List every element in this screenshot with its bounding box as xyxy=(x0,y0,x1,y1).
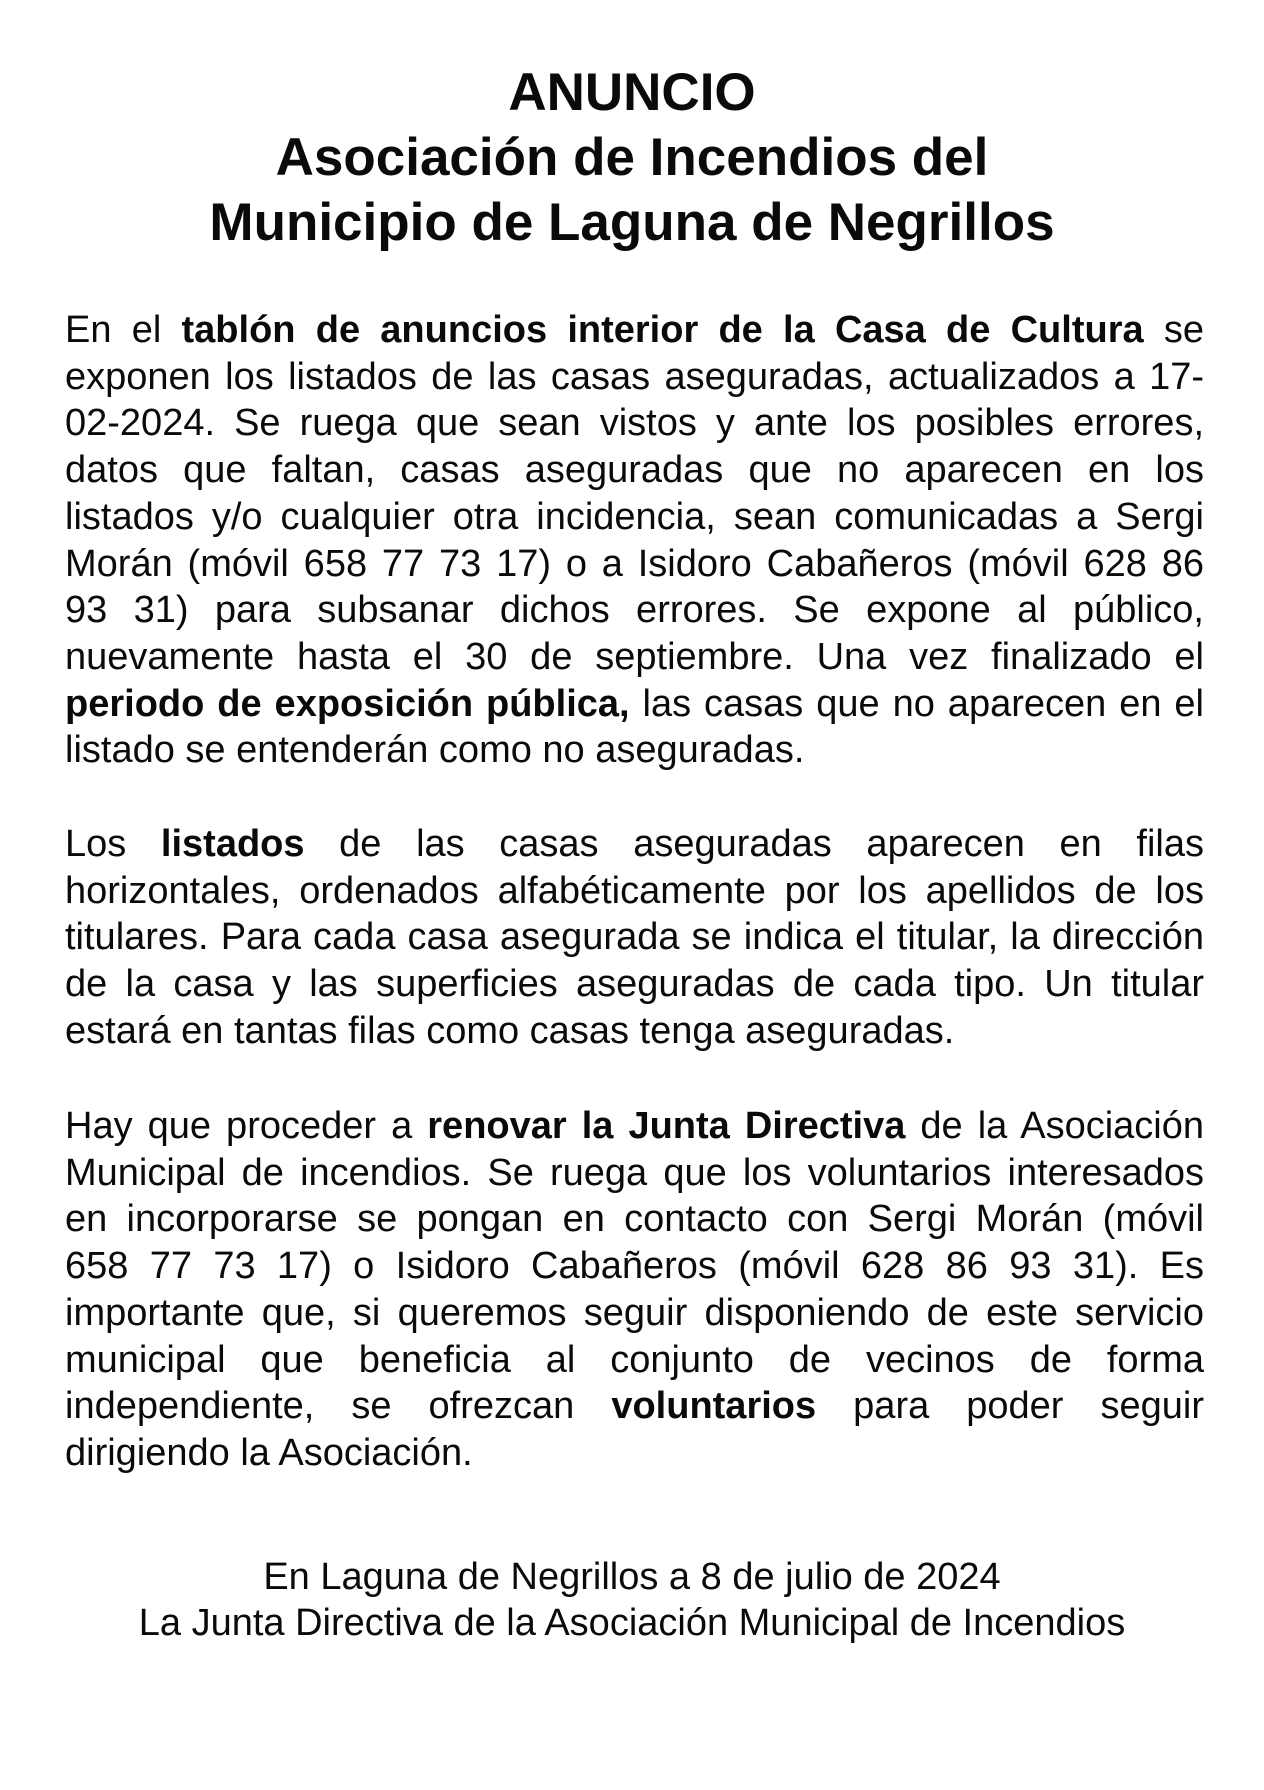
paragraph-line xyxy=(65,1290,1204,1337)
text: titulares. Para cada casa asegurada se indica el titular, la dirección xyxy=(65,916,1204,959)
text: se xyxy=(1143,309,1204,351)
paragraph-board-renewal xyxy=(65,1103,1204,1477)
paragraph-line xyxy=(65,821,1204,868)
bold-text: tablón de anuncios interior de la Casa de Cultura xyxy=(181,309,1144,351)
paragraph-line xyxy=(65,681,1204,728)
text: importante que, si queremos seguir disponiendo de este servicio xyxy=(65,1291,1204,1334)
paragraph-line xyxy=(65,1150,1204,1197)
text: independiente, se ofrezcan xyxy=(65,1385,612,1428)
text: horizontales, ordenados alfabéticamente por los apellidos de los xyxy=(65,869,1204,912)
title-municipality-line: Municipio de Laguna de Negrillos xyxy=(209,193,1055,252)
text: Hay que proceder a xyxy=(65,1105,428,1147)
text: En el xyxy=(65,309,182,351)
text: Morán (móvil 658 77 73 17) o a Isidoro Cabañeros (móvil 628 86 xyxy=(65,542,1204,585)
paragraph-line xyxy=(65,634,1204,681)
text: Los xyxy=(65,823,161,865)
paragraph-line xyxy=(65,541,1204,588)
paragraph-line xyxy=(65,1337,1204,1384)
text: en incorporarse se pongan en contacto con Sergi Morán (móvil xyxy=(65,1198,1204,1241)
text: estará en tantas filas como casas tenga aseguradas. xyxy=(65,1009,955,1052)
paragraph-line xyxy=(65,914,1204,961)
text: de la casa y las superficies aseguradas de cada tipo. Un titular xyxy=(65,963,1204,1006)
paragraph-line xyxy=(65,1383,1204,1430)
announcement-title xyxy=(0,60,1264,255)
paragraph-line xyxy=(65,961,1204,1008)
paragraph-line xyxy=(65,1243,1204,1290)
bold-text: voluntarios xyxy=(611,1385,817,1428)
paragraph-line xyxy=(65,447,1204,494)
text: dirigiendo la Asociación. xyxy=(65,1431,473,1474)
signature-signatory: La Junta Directiva de la Asociación Municipal de Incendios xyxy=(138,1602,1126,1644)
text: municipal que beneficia al conjunto de vecinos de forma xyxy=(65,1338,1204,1381)
paragraph-line xyxy=(65,587,1204,634)
paragraph-listings-description xyxy=(65,821,1204,1055)
paragraph-line xyxy=(65,1196,1204,1243)
text: las casas que no aparecen en el xyxy=(629,682,1204,725)
paragraph-line xyxy=(65,307,1204,354)
text: de las casas aseguradas aparecen en filas xyxy=(304,823,1205,865)
text: 93 31) para subsanar dichos errores. Se expone al público, xyxy=(65,589,1204,632)
paragraph-line xyxy=(65,1103,1204,1150)
title-heading: ANUNCIO xyxy=(508,63,756,122)
text: listados y/o cualquier otra incidencia, sean comunicadas a Sergi xyxy=(65,495,1204,538)
text: de la Asociación xyxy=(905,1105,1205,1147)
paragraph-line xyxy=(65,354,1204,401)
text: listado se entenderán como no aseguradas. xyxy=(65,729,805,772)
signature-place-date: En Laguna de Negrillos a 8 de julio de 2024 xyxy=(263,1556,1001,1598)
text: nuevamente hasta el 30 de septiembre. Una vez finalizado el xyxy=(65,635,1204,678)
text: para poder seguir xyxy=(816,1385,1204,1428)
bold-text: periodo de exposición pública, xyxy=(65,682,630,725)
paragraph-line xyxy=(65,727,1204,774)
paragraph-exposure-notice xyxy=(65,307,1204,774)
paragraph-line xyxy=(65,494,1204,541)
paragraph-line xyxy=(65,868,1204,915)
paragraph-line xyxy=(65,400,1204,447)
paragraph-line xyxy=(65,1008,1204,1055)
text: exponen los listados de las casas aseguradas, actualizados a 17- xyxy=(65,355,1204,398)
text: 658 77 73 17) o Isidoro Cabañeros (móvil 628 86 93 31). Es xyxy=(65,1245,1204,1288)
signature-block xyxy=(0,1554,1264,1646)
text: datos que faltan, casas aseguradas que no aparecen en los xyxy=(65,449,1204,492)
bold-text: listados xyxy=(160,823,305,865)
bold-text: renovar la Junta Directiva xyxy=(427,1105,906,1147)
paragraph-line xyxy=(65,1430,1204,1477)
text: 02-2024. Se ruega que sean vistos y ante los posibles errores, xyxy=(65,402,1204,445)
title-association-line: Asociación de Incendios del xyxy=(275,128,989,187)
text: Municipal de incendios. Se ruega que los voluntarios interesados xyxy=(65,1151,1204,1194)
